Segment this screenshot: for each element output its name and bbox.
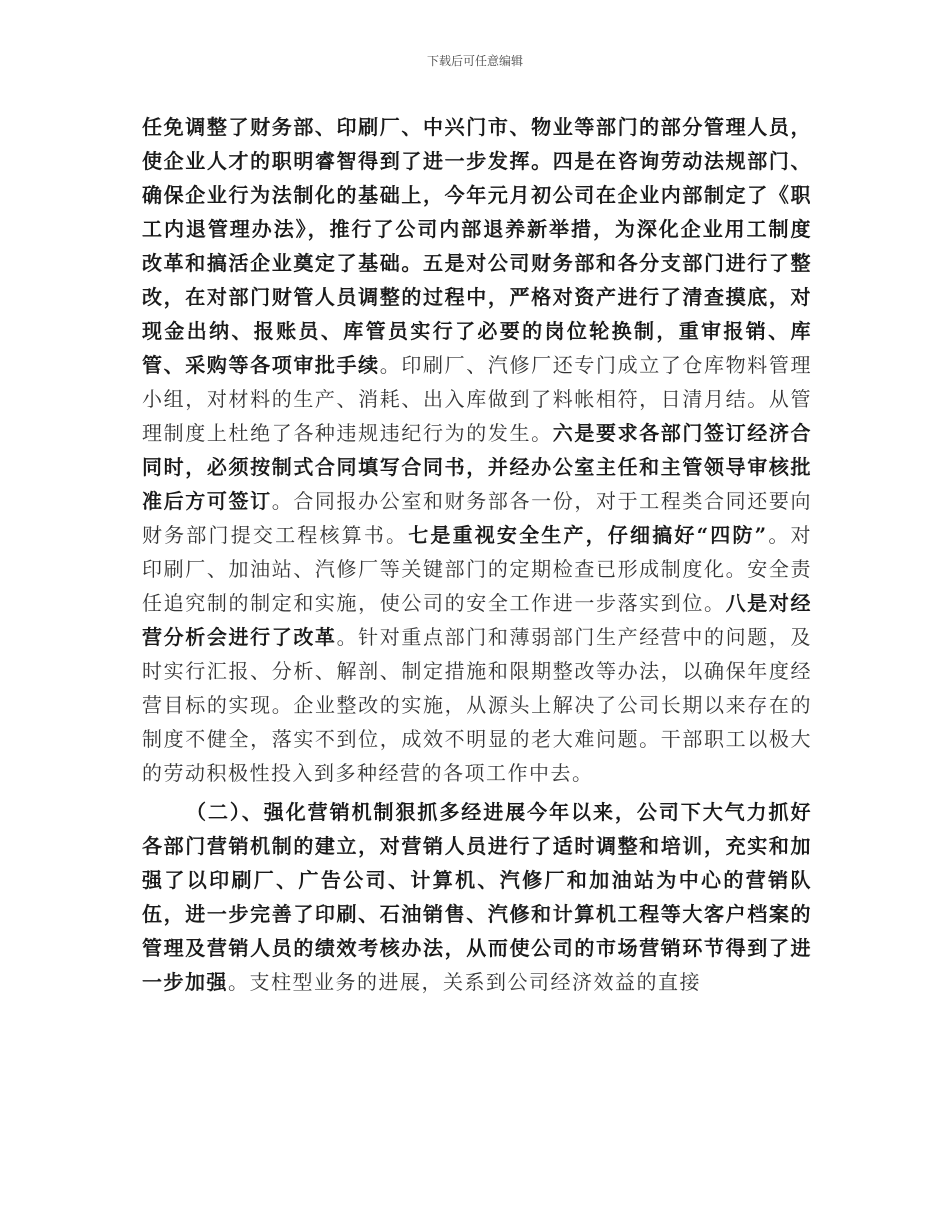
text-span: 。支柱型业务的进展，关系到公司经济效益的直接 [228,970,701,994]
text-span: 。合同报办公室和财务部各一份，对于工程类合同还要向财务部门提交工程核算书。 [142,489,813,547]
paragraph-2 [142,795,812,999]
text-span: （二）、强化营销机制狠抓多经进展今年以来，公司下大气力抓好各部门营销机制的建立，对营销人员进行了适时调整和培训，充实和加强了以印刷厂、广告公司、计算机、汽修厂和加油站为中心的营销队伍，进一步完善了印刷、石油销售、汽修和计算机工程等大客户档案的管理及营销人员的绩效考核办法，从而使公司的市场营销环节得到了进一步加强 [142,800,812,994]
document-body [142,110,812,999]
text-span: 任免调整了财务部、印刷厂、中兴门市、物业等部门的部分管理人员，使企业人才的职明睿智得到了进一步发挥。四是在咨询劳动法规部门、确保企业行为法制化的基础上，今年元月初公司在企业内部制定了《职工内退管理办法》，推行了公司内部退养新举措，为深化企业用工制度改革和搞活企业奠定了基础。五是对公司财务部和各分支部门进行了整改，在对部门财管人员调整的过程中，严格对资产进行了清查摸底，对现金出纳、报账员、库管员实行了必要的岗位轮换制，重审报销、库管、采购等各项审批手续 [142,115,812,377]
page-header: 下载后可任意编辑 [426,54,523,68]
text-span: 八是对经营分析会进行了改革 [142,591,813,649]
paragraph-1 [142,110,812,790]
text-span: 七是重视安全生产，仔细搞好“四防” [408,523,768,547]
text-span: 。针对重点部门和薄弱部门生产经营中的问题，及时实行汇报、分析、解剖、制定措施和限期整改等办法，以确保年度经营目标的实现。企业整改的实施，从源头上解决了公司长期以来存在的制度不健全，落实不到位，成效不明显的老大难问题。干部职工以极大的劳动积极性投入到多种经营的各项工作中去。 [142,625,813,785]
text-span: 六是要求各部门签订经济合同时，必须按制式合同填写合同书，并经办公室主任和主管领导审核批准后方可签订 [142,421,813,513]
text-span: 。印刷厂、汽修厂还专门成立了仓库物料管理小组，对材料的生产、消耗、出入库做到了料帐相符，日清月结。从管理制度上杜绝了各种违规违纪行为的发生。 [142,353,813,445]
text-span: 。对印刷厂、加油站、汽修厂等关键部门的定期检查已形成制度化。安全责任追究制的制定和实施，使公司的安全工作进一步落实到位。 [142,523,813,615]
